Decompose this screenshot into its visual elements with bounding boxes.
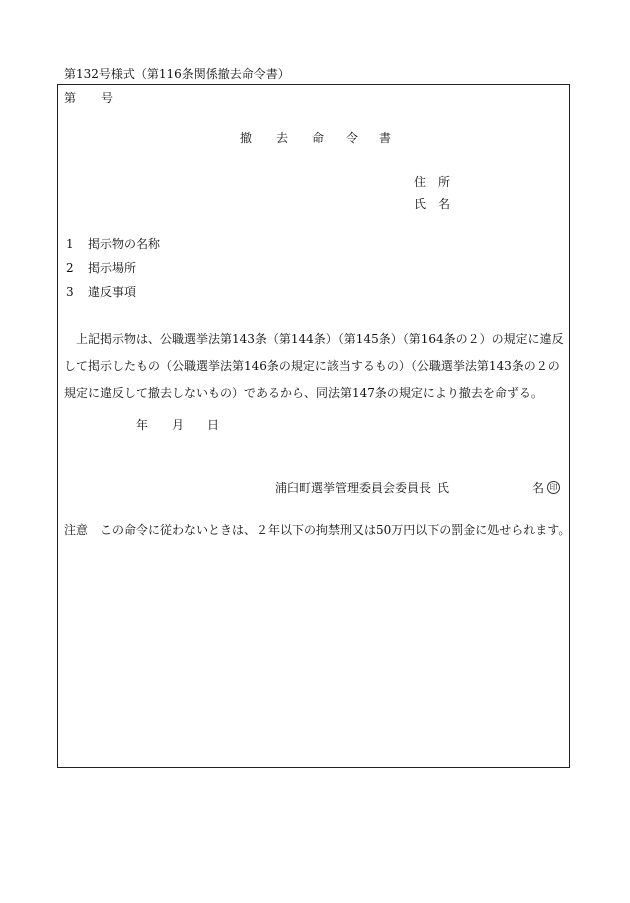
title-char-2: 去 [276,131,289,145]
title-char-1: 撤 [240,131,253,145]
doc-number-dai: 第 [64,91,77,105]
address-label-jyu: 住 [414,175,427,189]
item-2-label: 掲示場所 [88,261,137,275]
title-char-5: 書 [379,131,392,145]
item-1-number: 1 [66,237,74,251]
form-label: 第132号様式（第116条関係撤去命令書） [64,67,290,81]
item-2-number: 2 [66,261,74,275]
item-1-label: 掲示物の名称 [88,237,161,251]
signatory-mei: 名 [532,481,545,495]
date-year: 年 [136,418,149,432]
form-frame [57,84,570,768]
address-label-sho: 所 [438,175,451,189]
name-label-mei: 名 [438,197,451,211]
item-3-label: 違反事項 [88,285,137,299]
item-3-number: 3 [66,285,74,299]
body-paragraph: 上記掲示物は、公職選挙法第143条（第144条）（第145条）（第164条の２）の規定に違反して掲示したもの（公職選挙法第146条の規定に該当するもの）（公職選挙法第143条の２の規定に違反して撤去しないもの）であるから、同法第147条の規定により撤去を命ずる。 [64,332,564,400]
date-month: 月 [172,418,185,432]
date-day: 日 [207,418,220,432]
signatory-title: 浦臼町選挙管理委員会委員長 [275,481,432,495]
note-text: 注意 この命令に従わないときは、２年以下の拘禁刑又は50万円以下の罰金に処せられます。 [64,523,571,537]
signatory-shi: 氏 [437,481,450,495]
title-char-3: 命 [312,131,325,145]
doc-number-go: 号 [101,91,114,105]
title-char-4: 令 [346,131,359,145]
seal-mark: 印 [547,481,560,494]
name-label-shi: 氏 [414,197,427,211]
